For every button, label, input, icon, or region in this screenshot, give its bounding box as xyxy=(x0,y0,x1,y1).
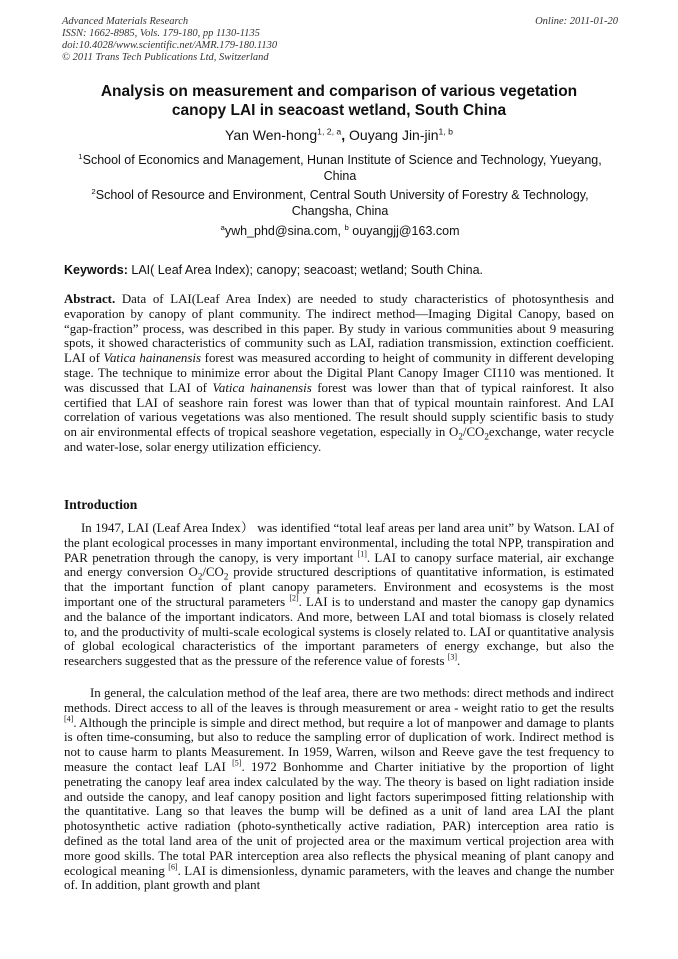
abstract-text-1: Data of LAI(Leaf Area Index) are needed to study characteristics of photosynthesis and evaporation by canopy of plant community. The indirect method—Imaging Digital Canopy, based on “gap-fraction” process, was described in this paper. By study in various communities about 9 measuring spots, it showed characteristics of community such as LAI, radiation transmission, extinction coefficient. LAI of xyxy=(64,292,614,366)
email-b: ouyangjj@163.com xyxy=(348,224,460,238)
subscript: 2 xyxy=(197,571,203,582)
abstract-label: Abstract. xyxy=(64,292,116,306)
email-b-mark: b xyxy=(344,222,349,232)
subscript: 2 xyxy=(458,431,463,442)
author-1: Yan Wen-hong xyxy=(225,127,318,143)
author-emails xyxy=(64,223,616,239)
copyright-line: © 2011 Trans Tech Publications Ltd, Switzerland xyxy=(62,52,269,63)
citation: [5] xyxy=(232,758,242,768)
citation: [4] xyxy=(64,714,74,724)
species-name: Vatica hainanensis xyxy=(103,351,201,366)
journal-name: Advanced Materials Research xyxy=(62,16,189,27)
intro-text: /CO xyxy=(202,565,224,580)
keywords-label: Keywords: xyxy=(64,263,132,277)
intro-text: In 1947, LAI (Leaf Area Index） was identified “total leaf areas per land area unit” by Watson. LAI of the plant ecological processes in many important environmental, including the total NPP, transpiration and PAR penetration through the canopy, is very important xyxy=(64,521,614,565)
affiliation-1-text: School of Economics and Management, Hunan Institute of Science and Technology, Yueyang, China xyxy=(82,153,602,183)
intro-text: provide structured descriptions of quantitative information, is estimated that the important function of plant canopy parameters. Environment and ecosystems is the most important one of the structural parameters xyxy=(64,565,614,609)
author-2-marks: 1, b xyxy=(438,126,453,137)
author-1-marks: 1, 2, a xyxy=(317,126,342,137)
subscript: 2 xyxy=(484,431,489,442)
online-date: Online: 2011-01-20 xyxy=(535,16,618,27)
abstract-text-2: forest was measured according to height of community in different developing stage. The technique to minimize error about the Digital Plant Canopy Imager CI110 was mentioned. It was discussed that LAI of xyxy=(64,351,614,395)
author-line xyxy=(50,126,628,144)
affiliation-2-text: School of Resource and Environment, Central South University of Forestry & Technology, Changsha, China xyxy=(95,188,589,218)
abstract-text-5: exchange, water recycle and water-lose, solar energy utilization efficiency. xyxy=(64,425,614,454)
citation: [3] xyxy=(447,652,457,662)
running-header xyxy=(62,16,618,64)
introduction-heading: Introduction xyxy=(64,497,138,512)
title-line-1: Analysis on measurement and comparison of various vegetation xyxy=(100,83,578,100)
subscript: 2 xyxy=(223,571,229,582)
keywords xyxy=(64,262,616,278)
intro-text: . 1972 Bonhomme and Charter initiative by the proportion of light penetrating the canopy leaf area index calculated by the way. The theory is based on light radiation inside and outside the canopy, and leaf canopy position and light factors superimposed fitting relationship with the quantitative. Lang so that leaves the bump will be defined as a unit of land area LAI the plant photosynthetic active radiation (photo-synthetically active radiation, PAR) interception area ratio is defined as the total land area of the unit of projected area or the maximum vertical projection area with more good skills. The total PAR interception area also reflects the physical meaning of plant canopy and ecological meaning xyxy=(64,759,614,878)
introduction-paragraph-1 xyxy=(64,521,614,669)
affiliation-1 xyxy=(64,152,616,184)
introduction-paragraph-2 xyxy=(64,686,614,893)
keywords-text: LAI( Leaf Area Index); canopy; seacoast; wetland; South China. xyxy=(131,263,483,277)
title-line-2: canopy LAI in seacoast wetland, South China xyxy=(171,102,507,119)
affiliation-1-number: 1 xyxy=(78,151,83,161)
intro-text: In general, the calculation method of the leaf area, there are two methods: direct methods and indirect methods. Direct access to all of the leaves is through measurement or area - weight ratio to get the results xyxy=(64,686,615,715)
intro-text: . xyxy=(457,654,461,669)
citation: [2] xyxy=(289,593,299,603)
author-separator: , xyxy=(341,127,350,143)
affiliation-2-number: 2 xyxy=(91,186,96,196)
intro-text: . LAI is to understand and master the canopy gap dynamics and the balance of the important indicators. And more, between LAI and total biomass is closely related to, and the productivity of multi-scale ecological systems is closely related to. LAI or quantitative analysis of global ecological characteristics of the important parameters of energy exchange, but also the researchers suggested that as the pressure of the reference value of forests xyxy=(64,594,614,669)
intro-text: . Although the principle is simple and direct method, but require a lot of manpower and damage to plants is often time-consuming, but also to reduce the sampling error of duplication of work. Indirect method is not to cause harm to plants Measurement. In 1959, Warren, wilson and Reeve gave the test frequency to measure the contact leaf LAI xyxy=(64,715,614,774)
citation: [1] xyxy=(357,549,367,559)
citation: [6] xyxy=(168,862,178,872)
species-name: Vatica hainanensis xyxy=(212,380,312,395)
abstract xyxy=(64,292,614,455)
email-a: ywh_phd@sina.com, xyxy=(224,224,345,238)
affiliation-2 xyxy=(64,187,616,219)
intro-text: . LAI to canopy surface material, air exchange and energy conversion O xyxy=(64,550,614,580)
author-2: Ouyang Jin-jin xyxy=(349,127,439,143)
intro-text: . LAI is dimensionless, dynamic parameters, with the leaves and change the number of. In addition, plant growth and plant xyxy=(64,863,614,893)
doi-line: doi:10.4028/www.scientific.net/AMR.179-180.1130 xyxy=(62,40,278,51)
issn-line: ISSN: 1662-8985, Vols. 179-180, pp 1130-1135 xyxy=(62,28,260,39)
paper-title xyxy=(50,82,628,120)
email-a-mark: a xyxy=(220,222,225,232)
abstract-text-4: /CO xyxy=(462,425,485,440)
abstract-text-3: forest was lower than that of typical rainforest. It also certified that LAI of seashore rain forest was lower than that of typical mountain rainforest. And LAI correlation of various vegetations was also mentioned. The result should supply scientific basis to study on air environmental effects of tropical seashore vegetation, especially in O xyxy=(64,380,614,440)
